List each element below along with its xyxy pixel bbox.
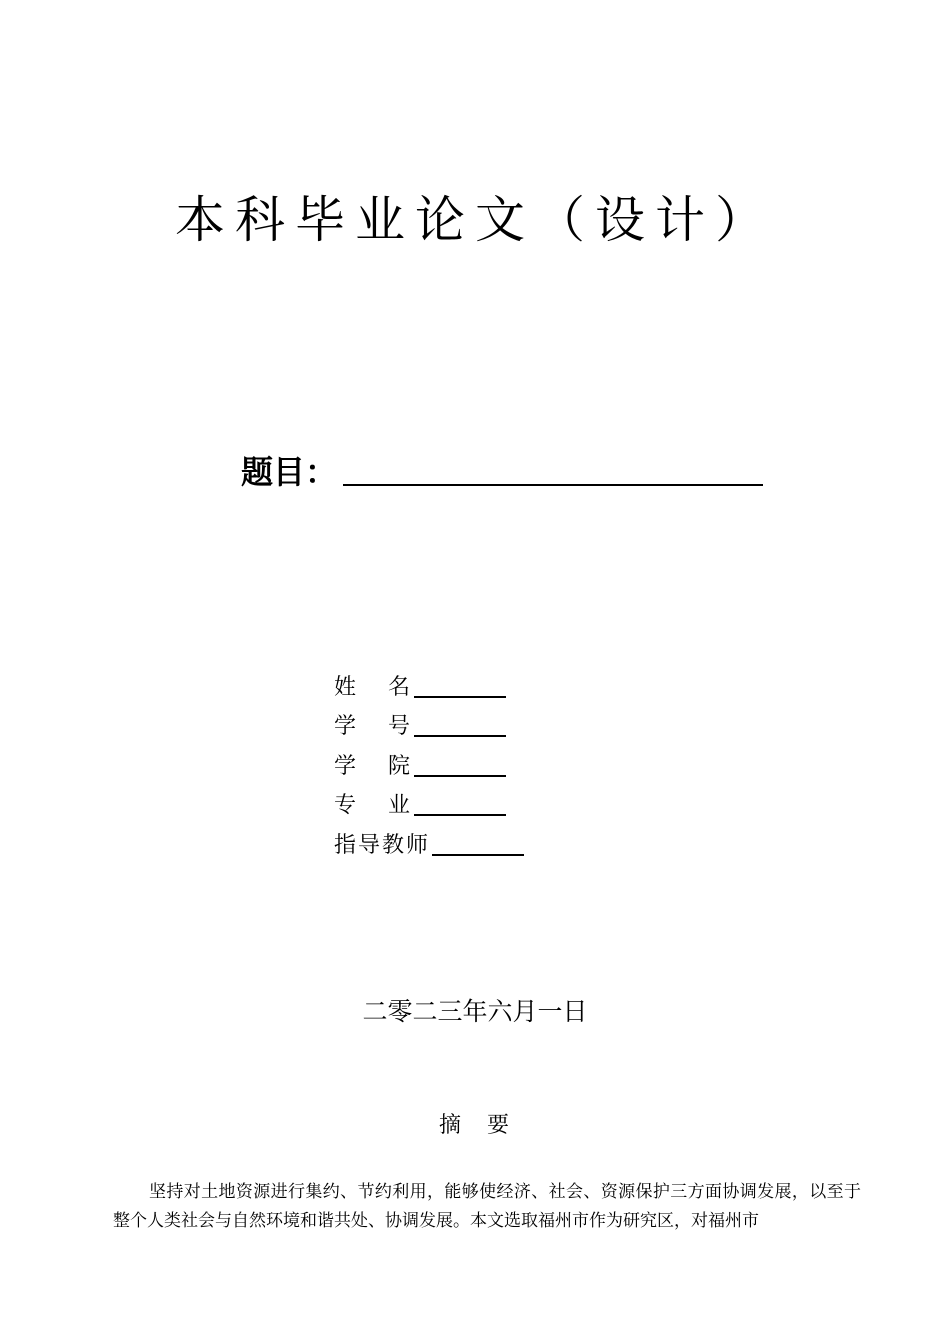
student-id-label-second: 号 bbox=[387, 714, 412, 739]
topic-label: 题目： bbox=[241, 453, 338, 491]
college-label bbox=[334, 751, 412, 783]
abstract-body: 坚持对土地资源进行集约、节约利用，能够使经济、社会、资源保护三方面协调发展，以至于整个人类社会与自然环境和谐共处、协调发展。本文选取福州市作为研究区，对福州市 bbox=[113, 1182, 861, 1231]
student-info-block bbox=[334, 664, 524, 862]
student-id-label bbox=[334, 711, 412, 743]
student-id-blank-line bbox=[414, 735, 506, 737]
major-label-second: 业 bbox=[387, 793, 412, 818]
name-row bbox=[334, 664, 524, 704]
college-label-first: 学 bbox=[334, 753, 359, 779]
advisor-label: 指导教师 bbox=[334, 832, 431, 858]
name-label-second: 名 bbox=[387, 674, 412, 700]
topic-blank-line bbox=[343, 484, 763, 486]
college-blank-line bbox=[414, 775, 506, 777]
major-blank-line bbox=[414, 814, 506, 816]
major-label bbox=[334, 790, 412, 822]
major-label-first: 专 bbox=[334, 793, 359, 818]
thesis-title: 本科毕业论文（设计） bbox=[175, 191, 775, 249]
submission-date: 二零二三年六月一日 bbox=[362, 997, 588, 1026]
student-id-label-first: 学 bbox=[334, 714, 359, 739]
abstract-heading: 摘 要 bbox=[438, 1113, 511, 1138]
name-blank-line bbox=[414, 696, 506, 698]
college-label-second: 院 bbox=[387, 753, 412, 779]
advisor-row bbox=[334, 822, 524, 862]
advisor-blank-line bbox=[432, 854, 524, 856]
topic-row bbox=[241, 446, 763, 494]
major-row bbox=[334, 783, 524, 823]
name-label bbox=[334, 672, 412, 704]
student-id-row bbox=[334, 704, 524, 744]
college-row bbox=[334, 743, 524, 783]
name-label-first: 姓 bbox=[334, 674, 359, 700]
